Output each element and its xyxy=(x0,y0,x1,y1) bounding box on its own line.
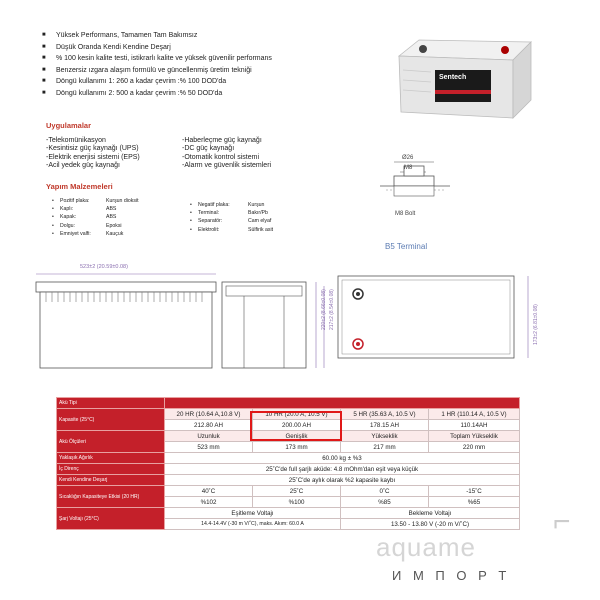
feature-item: ■ Yüksek Performans, Tamamen Tam Bakımsız xyxy=(42,30,372,42)
table-cell: 25˚C xyxy=(253,486,341,497)
feature-item: ■ Döngü kullanımı 1: 260 a kadar çevrim :% 100 DOD'da xyxy=(42,76,372,88)
table-cell: 178.15 AH xyxy=(341,420,429,431)
bolt-dim-inner: M8 xyxy=(404,165,413,171)
applications-title: Uygulamalar xyxy=(46,121,92,130)
table-cell: 220 mm xyxy=(429,442,520,453)
row-label: Sıcaklığın Kapasiteye Etkisi (20 HR) xyxy=(57,486,165,508)
battery-brand-label: Sentech xyxy=(439,74,467,81)
material-key: • Kaplı: xyxy=(52,205,106,213)
material-value: Sülfirik asit xyxy=(248,226,274,233)
application-item: -Haberleçme güç kaynağı xyxy=(182,137,262,144)
table-cell: %100 xyxy=(253,497,341,508)
terminal-caption: B5 Terminal xyxy=(385,242,428,251)
material-value: Bakır/Pb xyxy=(248,210,268,217)
row-label: Akü Tipi xyxy=(57,398,165,409)
material-key: • Terminal: xyxy=(190,209,248,217)
table-cell: Eşitleme Voltajı xyxy=(165,508,341,519)
row-label: Akü Ölçüleri xyxy=(57,431,165,453)
materials-title: Yapım Malzemeleri xyxy=(46,182,113,191)
application-item: -Acil yedek güç kaynağı xyxy=(46,162,120,170)
table-cell: 110.14AH xyxy=(429,420,520,431)
material-value: ABS xyxy=(106,214,117,221)
table-cell: Yükseklik xyxy=(341,431,429,442)
table-cell: %102 xyxy=(165,497,253,508)
table-cell: 200.00 AH xyxy=(253,420,341,431)
table-cell: Uzunluk xyxy=(165,431,253,442)
applications-left xyxy=(46,137,140,171)
feature-item: ■ Döngü kullanımı 2: 500 a kadar çevrim :% 50 DOD'da xyxy=(42,88,372,100)
table-row xyxy=(57,464,520,475)
table-row xyxy=(57,475,520,486)
material-key: • Pozitif plaka: xyxy=(52,197,106,205)
row-label: Kendi Kendine Deşarj xyxy=(57,475,165,486)
material-value: Kauçuk xyxy=(106,230,124,237)
material-value: Epoksi xyxy=(106,222,122,229)
table-cell: 10 HR (20.0 A, 10.5 V) xyxy=(253,409,341,420)
material-value: Cam elyaf xyxy=(248,218,272,225)
watermark-brand: aquame xyxy=(376,532,476,562)
row-label: İç Direnç xyxy=(57,464,165,475)
table-row xyxy=(57,453,520,464)
dim-side-right: 173±2 (6.81±0.08) xyxy=(533,304,539,345)
dim-side-left: 220±2 (8.66±0.08) xyxy=(321,289,327,330)
table-cell: -15˚C xyxy=(429,486,520,497)
dim-top-label: 523±2 (20.59±0.08) xyxy=(80,264,128,270)
table-row xyxy=(57,508,520,519)
material-value: Kurşun dioksit xyxy=(106,198,139,204)
material-key: • Emniyet valfi: xyxy=(52,230,106,238)
row-label: Şarj Voltajı (25°C) xyxy=(57,508,165,530)
feature-item: ■ Düşük Oranda Kendi Kendine Deşarj xyxy=(42,42,372,54)
table-cell: 20 HR (10.64 A,10.8 V) xyxy=(165,409,253,420)
highlight-box xyxy=(250,411,342,441)
material-value: Kurşun xyxy=(248,202,265,208)
table-row xyxy=(57,486,520,497)
table-cell: %85 xyxy=(341,497,429,508)
table-cell: 1 HR (110.14 A, 10.5 V) xyxy=(429,409,520,420)
table-cell: 217 mm xyxy=(341,442,429,453)
application-item: -DC güç kaynağı xyxy=(182,145,235,153)
dim-side-mid: 217±2 (8.54±0.08) xyxy=(329,289,335,330)
dimension-drawings xyxy=(30,262,550,380)
watermark-sub: И М П О Р Т xyxy=(392,568,511,583)
application-item: -Elektrik enerjisi sistemi (EPS) xyxy=(46,153,140,161)
feature-list xyxy=(42,30,372,99)
table-cell: Genişlik xyxy=(253,431,341,442)
application-item: -Otomatik kontrol sistemi xyxy=(182,153,260,161)
table-cell: 14.4-14.4V (-30 m V/˚C), maks. Akım: 60.0 A xyxy=(165,519,341,530)
table-cell: %65 xyxy=(429,497,520,508)
bath-icon: ⌐ xyxy=(553,505,571,538)
table-cell: 25˚C'de aylık olarak %2 kapasite kaybı xyxy=(165,475,520,486)
application-item: -Kesintisiz güç kaynağı (UPS) xyxy=(46,145,139,153)
applications-right xyxy=(182,137,271,171)
material-key: • Kapak: xyxy=(52,213,106,221)
table-cell: 173 mm xyxy=(253,442,341,453)
table-cell: 523 mm xyxy=(165,442,253,453)
table-cell: 40˚C xyxy=(165,486,253,497)
table-cell: 212.80 AH xyxy=(165,420,253,431)
material-key: • Separatör: xyxy=(190,217,248,225)
bolt-dim-top: Ø26 xyxy=(402,155,414,161)
material-key: • Dolgu: xyxy=(52,222,106,230)
table-cell: 25˚C'de full şarjlı aküde: 4.8 mOhm'dan eşit veya küçük xyxy=(165,464,520,475)
table-cell: 5 HR (35.63 A, 10.5 V) xyxy=(341,409,429,420)
material-value: ABS xyxy=(106,206,117,213)
bolt-caption: M8 Bolt xyxy=(395,211,416,217)
table-cell: Bekleme Voltajı xyxy=(341,508,520,519)
table-cell: 13.50 - 13.80 V (-20 m V/˚C) xyxy=(341,519,520,530)
table-cell: 60.00 kg ± %3 xyxy=(165,453,520,464)
table-cell: Toplam Yükseklik xyxy=(429,431,520,442)
application-item: -Telekomünikasyon xyxy=(46,137,106,144)
feature-item: ■ % 100 kesin kalite testi, istikrarlı kalite ve yüksek güvenilir performans xyxy=(42,53,372,65)
row-label: Yaklaşık Ağırlık xyxy=(57,453,165,464)
row-label: Kapasite (25°C) xyxy=(57,409,165,431)
materials-right xyxy=(190,201,310,234)
material-key: • Negatif plaka: xyxy=(190,201,248,209)
application-item: -Alarm ve güvenlik sistemleri xyxy=(182,162,272,170)
bolt-drawing xyxy=(376,156,466,218)
table-cell: 0˚C xyxy=(341,486,429,497)
materials-left xyxy=(52,197,172,238)
material-key: • Elektrolit: xyxy=(190,226,248,234)
feature-item: ■ Benzersiz ızgara alaşım formülü ve güncellenmiş üretim tekniği xyxy=(42,65,372,77)
battery-photo xyxy=(395,30,535,125)
table-row xyxy=(57,398,520,409)
